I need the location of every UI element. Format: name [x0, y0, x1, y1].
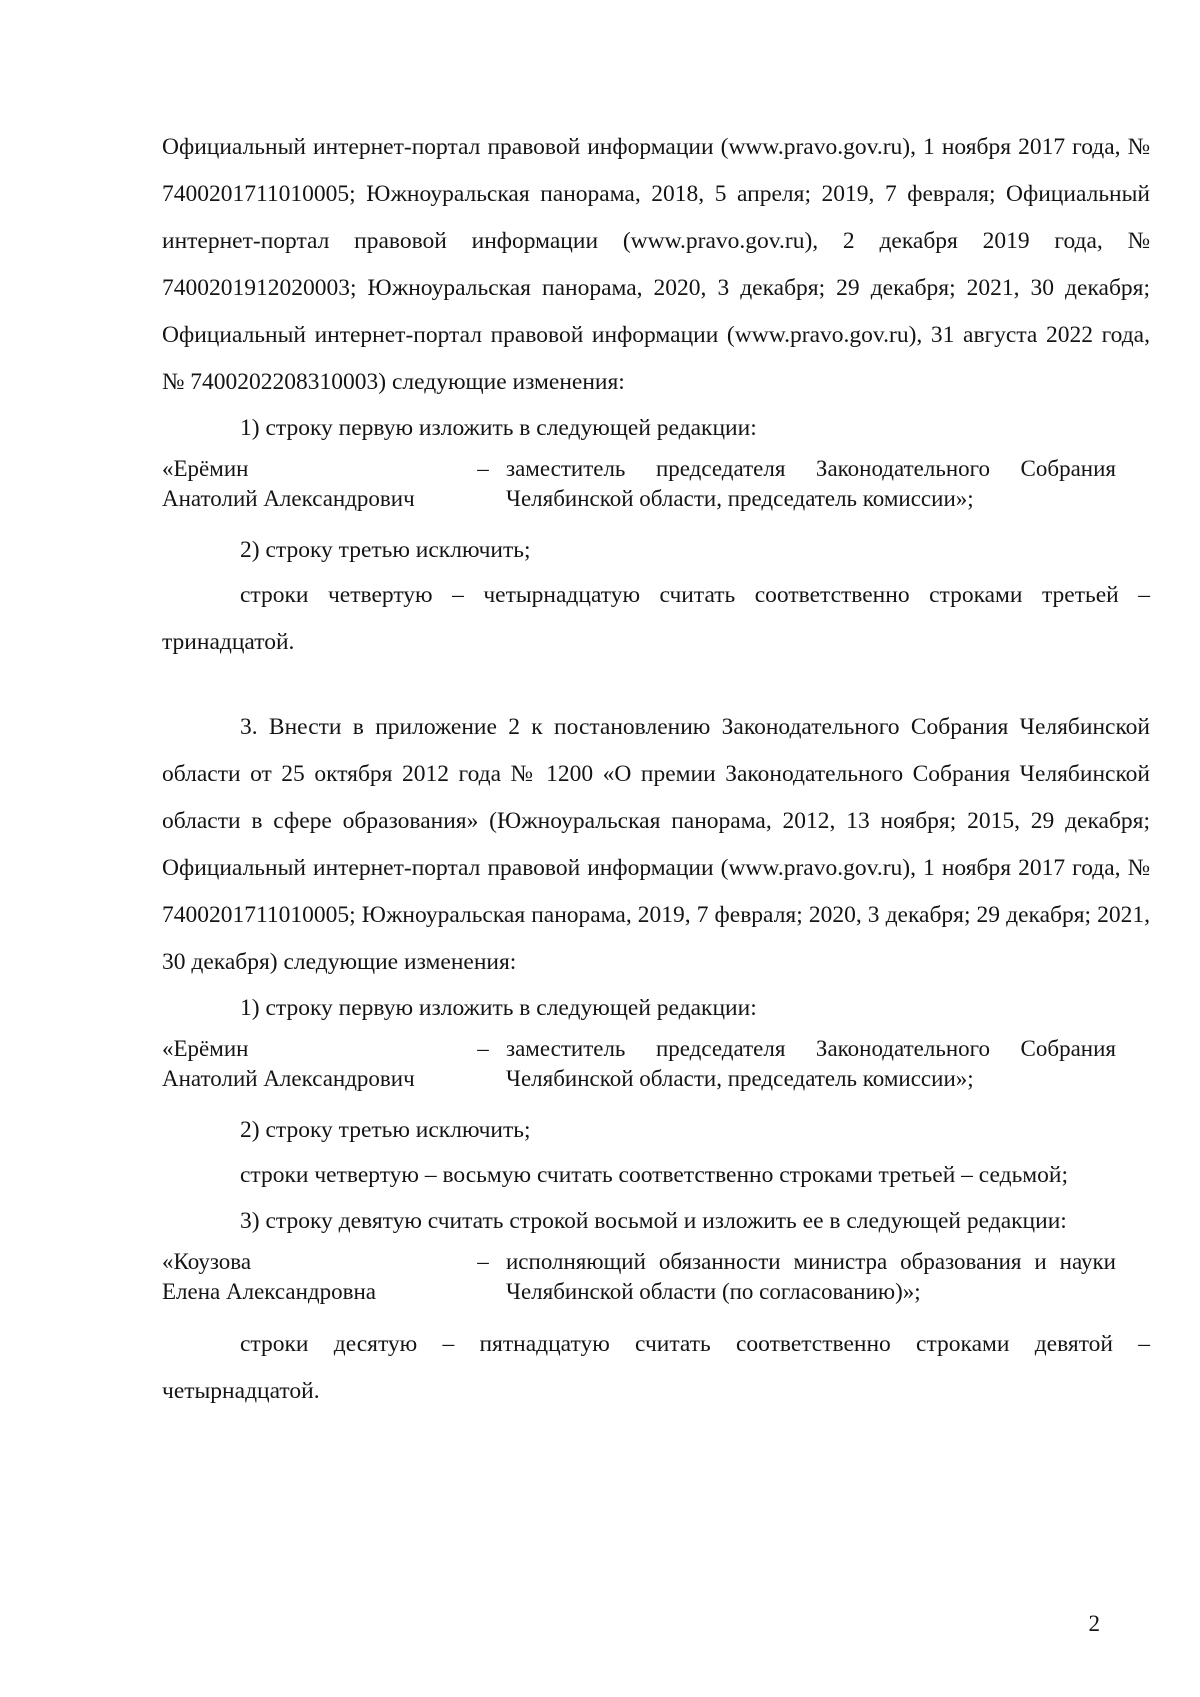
row-dash: –: [477, 1249, 489, 1274]
section3-item-1: 1) строку первую изложить в следующей редакции:: [240, 995, 757, 1021]
member-position: исполняющий обязанности министра образования и науки Челябинской области (по согласованию)»;: [506, 1249, 1116, 1304]
section2-renumber: строки четвертую – четырнадцатую считать соответственно строками третьей – тринадцатой.: [162, 582, 1150, 655]
section3-member-row-1: [162, 1034, 1150, 1094]
continuation-paragraph: Официальный интернет-портал правовой информации (www.pravo.gov.ru), 1 ноября 2017 года, № 7400201711010005; Южноуральская панорама, 2018, 5 апреля; 2019, 7 февраля; Официальный интернет-портал правовой информации (www.pravo.gov.ru), 2 декабря 2019 года, № 7400201912020003; Южноуральская панорама, 2020, 3 декабря; 29 декабря; 2021, 30 декабря; Официальный интернет-портал правовой информации (www.pravo.gov.ru), 31 августа 2022 года, № 7400202208310003) следующие изменения:: [162, 134, 1150, 395]
section3-intro: 3. Внести в приложение 2 к постановлению Законодательного Собрания Челябинской области от 25 октября 2012 года № 1200 «О премии Законодательного Собрания Челябинской области в сфере образования» (Южноуральская панорама, 2012, 13 ноября; 2015, 29 декабря; Официальный интернет-портал правовой информации (www.pravo.gov.ru), 1 ноября 2017 года, № 7400201711010005; Южноуральская панорама, 2019, 7 февраля; 2020, 3 декабря; 29 декабря; 2021, 30 декабря) следующие изменения:: [162, 714, 1150, 975]
member-name: [162, 1247, 470, 1307]
member-surname: «Ерёмин: [162, 1036, 249, 1061]
member-position: заместитель председателя Законодательного Собрания Челябинской области, председатель комиссии»;: [506, 456, 1116, 511]
row-dash: –: [477, 456, 489, 481]
member-position: заместитель председателя Законодательного Собрания Челябинской области, председатель комиссии»;: [506, 1036, 1116, 1091]
member-surname: «Ерёмин: [162, 456, 249, 481]
section3-member-row-2: [162, 1247, 1150, 1307]
document-body: [162, 124, 1150, 1415]
section2-item-2: 2) строку третью исключить;: [240, 537, 531, 563]
member-name: [162, 1034, 470, 1094]
row-dash: –: [477, 1036, 489, 1061]
member-name: [162, 454, 470, 514]
page-number: 2: [1088, 1611, 1100, 1636]
section2-item-1: 1) строку первую изложить в следующей редакции:: [240, 415, 757, 441]
member-surname: «Коузова: [162, 1249, 252, 1274]
member-given-names: Елена Александровна: [162, 1279, 376, 1304]
section3-item-3: 3) строку девятую считать строкой восьмой и изложить ее в следующей редакции:: [240, 1208, 1067, 1234]
member-given-names: Анатолий Александрович: [162, 486, 415, 511]
section3-item-2: 2) строку третью исключить;: [240, 1117, 531, 1143]
section2-member-row: [162, 454, 1150, 514]
member-given-names: Анатолий Александрович: [162, 1066, 415, 1091]
section3-renumber-1: строки четвертую – восьмую считать соответственно строками третьей – седьмой;: [240, 1162, 1069, 1188]
section3-renumber-2: строки десятую – пятнадцатую считать соответственно строками девятой – четырнадцатой.: [162, 1331, 1150, 1404]
